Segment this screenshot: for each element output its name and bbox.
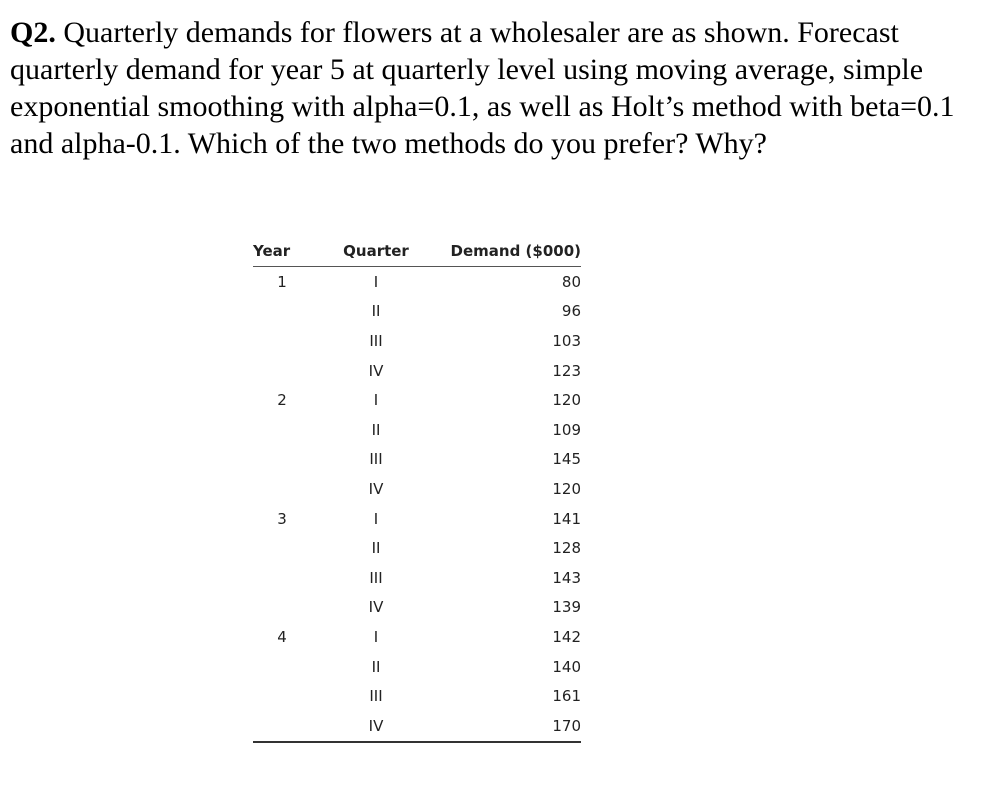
demand-cell: 161 <box>552 687 581 706</box>
quarter-cell: I <box>373 627 379 646</box>
quarter-cell: III <box>369 568 383 587</box>
year-cell <box>253 681 311 711</box>
question-text <box>10 14 970 162</box>
table-header-row <box>253 236 581 267</box>
table-row <box>253 356 581 386</box>
table-row <box>253 504 581 534</box>
quarter-cell: II <box>371 657 381 676</box>
quarter-cell: II <box>371 302 381 321</box>
year-cell <box>253 297 311 327</box>
quarter-cell: I <box>373 509 379 528</box>
quarter-cell: IV <box>311 711 441 742</box>
demand-cell: 120 <box>552 479 581 498</box>
demand-cell: 103 <box>552 331 581 350</box>
year-cell: 2 <box>277 391 287 410</box>
table-body <box>253 267 581 742</box>
quarter-cell: III <box>369 331 383 350</box>
header-quarter: Quarter <box>311 236 441 267</box>
year-cell <box>253 415 311 445</box>
demand-table <box>253 236 581 743</box>
quarter-cell: IV <box>368 598 384 617</box>
year-cell <box>253 356 311 386</box>
demand-cell: 120 <box>552 391 581 410</box>
quarter-cell: III <box>369 687 383 706</box>
table-row <box>253 415 581 445</box>
year-cell <box>253 563 311 593</box>
question-body: Quarterly demands for flowers at a wholesaler are as shown. Forecast quarterly demand for year 5 at quarterly level using moving average, simple exponential smoothing with alpha=0.1, as well as Holt’s method with beta=0.1 and alpha-0.1. Which of the two methods do you prefer? Why? <box>10 16 955 160</box>
header-demand: Demand ($000) <box>441 236 581 267</box>
table-row <box>253 326 581 356</box>
quarter-cell: II <box>371 420 381 439</box>
demand-cell: 140 <box>552 657 581 676</box>
quarter-cell: I <box>373 272 379 291</box>
table-row <box>253 652 581 682</box>
table-row <box>253 445 581 475</box>
year-cell <box>253 474 311 504</box>
quarter-cell: IV <box>368 361 384 380</box>
table-row <box>253 297 581 327</box>
demand-cell: 128 <box>552 539 581 558</box>
demand-cell: 142 <box>552 627 581 646</box>
demand-table-container <box>253 236 581 743</box>
quarter-cell: II <box>371 539 381 558</box>
demand-cell: 139 <box>552 598 581 617</box>
table-row <box>253 474 581 504</box>
year-cell: 4 <box>277 627 287 646</box>
year-cell <box>253 593 311 623</box>
demand-cell: 145 <box>552 450 581 469</box>
year-cell <box>253 652 311 682</box>
table-row <box>253 563 581 593</box>
quarter-cell: IV <box>368 479 384 498</box>
table-row <box>253 385 581 415</box>
demand-cell: 170 <box>441 711 581 742</box>
quarter-cell: III <box>369 450 383 469</box>
table-row <box>253 622 581 652</box>
demand-cell: 109 <box>552 420 581 439</box>
table-row <box>253 711 581 742</box>
demand-cell: 123 <box>552 361 581 380</box>
year-cell: 3 <box>277 509 287 528</box>
year-cell <box>253 711 311 742</box>
year-cell <box>253 445 311 475</box>
year-cell: 1 <box>277 272 287 291</box>
demand-cell: 143 <box>552 568 581 587</box>
table-row <box>253 533 581 563</box>
year-cell <box>253 326 311 356</box>
table-row <box>253 267 581 297</box>
question-number: Q2. <box>10 16 56 49</box>
header-year: Year <box>253 236 311 267</box>
demand-cell: 141 <box>552 509 581 528</box>
demand-cell: 80 <box>561 272 581 291</box>
table-row <box>253 593 581 623</box>
year-cell <box>253 533 311 563</box>
quarter-cell: I <box>373 391 379 410</box>
demand-cell: 96 <box>561 302 581 321</box>
table-row <box>253 681 581 711</box>
